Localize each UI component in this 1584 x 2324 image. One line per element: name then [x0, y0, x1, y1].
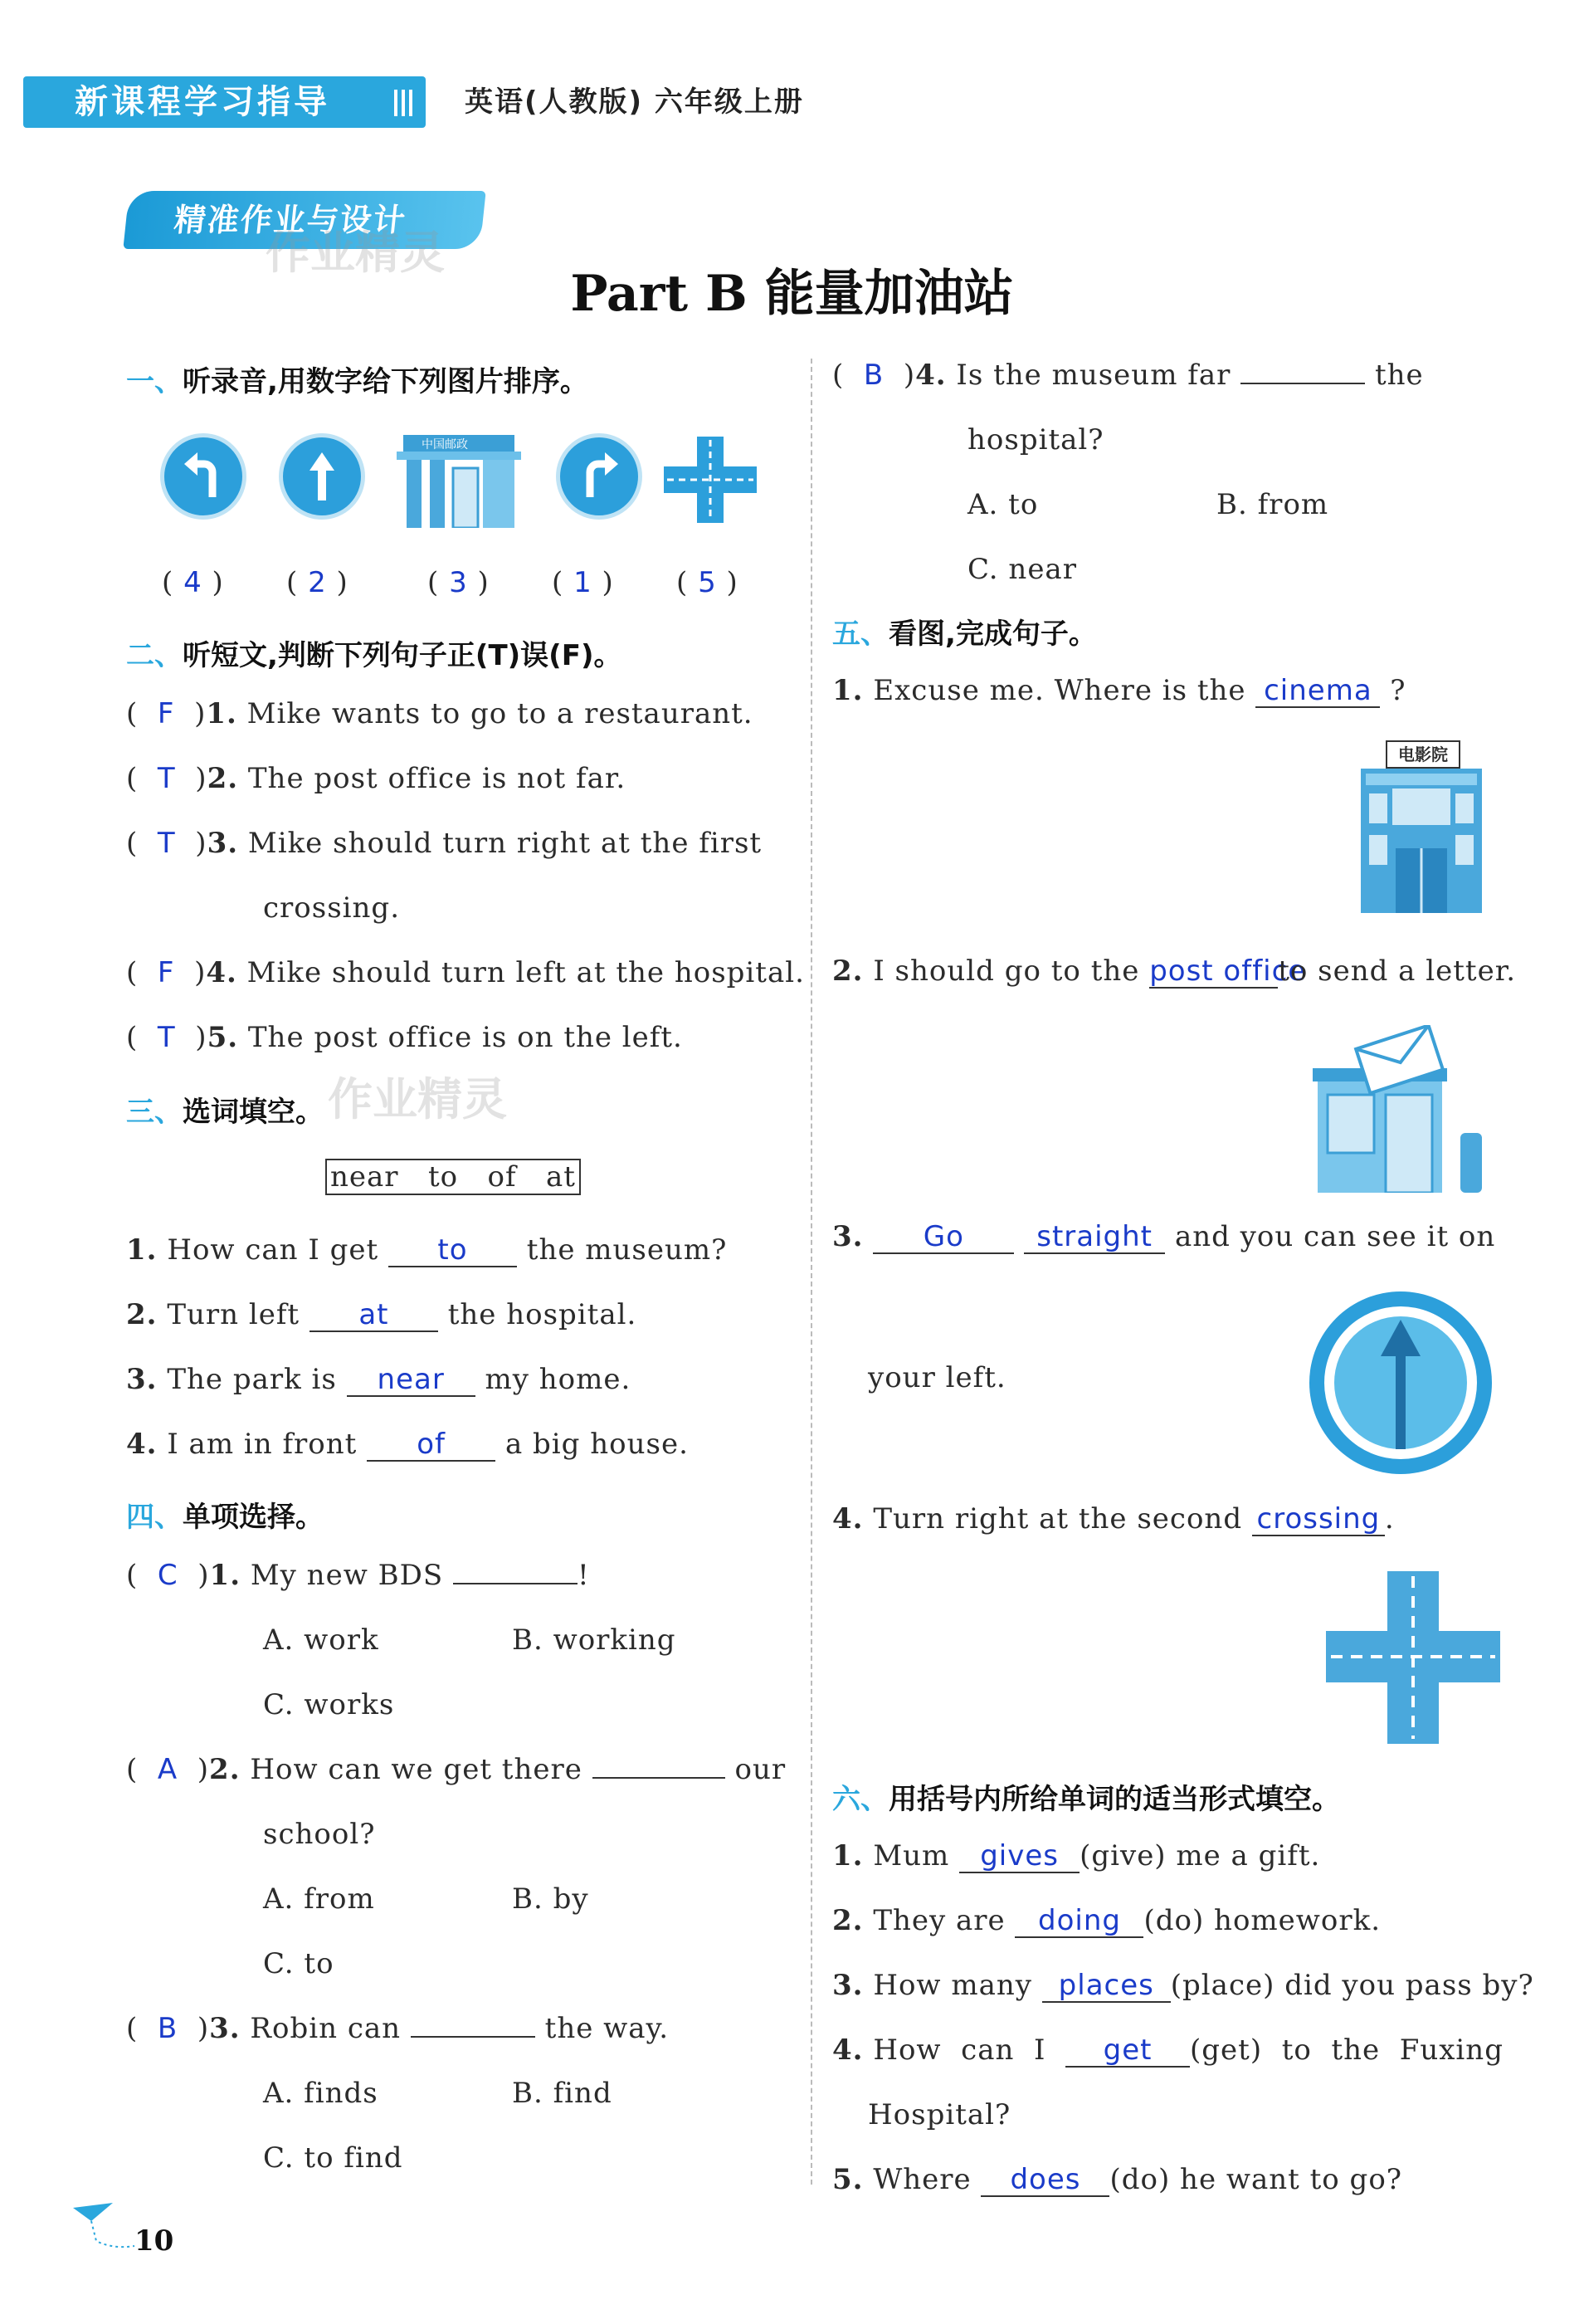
item-text: (do) homework. [1143, 1904, 1382, 1937]
item-text: the museum? [526, 1233, 728, 1267]
answer-blank: does [981, 2165, 1109, 2197]
item-text: How can I get [167, 1233, 379, 1267]
fill-item-2 [126, 1298, 636, 1332]
item-text: Is the museum far [956, 359, 1231, 392]
picture-item-4 [832, 1502, 1395, 1536]
item-text: ? [1390, 674, 1406, 707]
item-text: my home. [485, 1363, 631, 1396]
order-answer-3: ( 3 ) [427, 566, 490, 599]
answer-blank: places [1042, 1971, 1171, 2003]
item-text: and you can see it on [1174, 1220, 1496, 1253]
form-item-5 [832, 2163, 1402, 2197]
item-text: Where [873, 2163, 972, 2196]
cinema-sign-label: 电影院 [1386, 740, 1460, 769]
answer: F [157, 697, 175, 730]
section-1-number: 一、 [126, 365, 183, 398]
item-number: 2. [832, 954, 864, 988]
answer: T [157, 827, 176, 860]
item-number: 4. [206, 956, 237, 989]
crossing-icon [664, 437, 757, 523]
item-text: How can I [873, 2034, 1046, 2067]
item-text: (get) to the Fuxing [1190, 2034, 1504, 2067]
crossing-road-icon [1326, 1571, 1500, 1744]
mc-3-option-c: C. to find [263, 2141, 403, 2175]
mc-2-option-b: B. by [512, 1882, 589, 1916]
mc-item-4: ( B )4. Is the museum far the [832, 359, 1424, 392]
word-box: near to of at [325, 1159, 581, 1195]
mc-item-1: ( C )1. My new BDS ! [126, 1559, 590, 1592]
answer: C [157, 1559, 178, 1592]
item-number: 2. [832, 1904, 864, 1937]
section-4-number: 四、 [126, 1501, 183, 1534]
section-4-title: 单项选择。 [183, 1501, 324, 1534]
picture-item-3-continued: your left. [868, 1361, 1006, 1394]
answer-blank: Go [873, 1223, 1014, 1254]
item-text: (do) he want to go? [1109, 2163, 1403, 2196]
item-text: Mum [873, 1839, 950, 1872]
post-office-sign-label: 中国邮政 [422, 438, 468, 452]
item-text: The park is [167, 1363, 337, 1396]
section-3-title: 选词填空。 [183, 1096, 324, 1129]
go-straight-sign-icon [279, 433, 365, 520]
item-number: 4. [832, 2034, 864, 2067]
mc-3-option-b: B. find [512, 2077, 612, 2110]
answer: A [157, 1753, 178, 1786]
answer-blank: get [1065, 2036, 1190, 2068]
item-number: 4. [915, 359, 947, 392]
section-6-heading [832, 1776, 1340, 1817]
answer-blank [411, 2036, 535, 2038]
tf-item-5: ( T )5. The post office is on the left. [126, 1021, 683, 1054]
item-text: . [1384, 1502, 1395, 1536]
watermark: 作业精灵 [266, 227, 445, 279]
fill-item-4 [126, 1428, 689, 1462]
mc-3-option-a: A. finds [263, 2077, 378, 2110]
section-2-number: 二、 [126, 639, 183, 672]
section-3-number: 三、 [126, 1096, 183, 1129]
form-item-4 [832, 2034, 1504, 2068]
item-number: 1. [832, 1839, 864, 1872]
item-number: 3. [209, 2012, 241, 2045]
answer: 5 [698, 566, 717, 599]
item-text: (give) me a gift. [1080, 1839, 1321, 1872]
answer: 3 [449, 566, 468, 599]
answer: T [157, 762, 176, 795]
answer-blank: to [388, 1236, 517, 1267]
answer-blank [453, 1583, 578, 1584]
fill-item-3 [126, 1363, 631, 1397]
picture-item-3 [832, 1220, 1495, 1254]
item-number: 2. [209, 1753, 241, 1786]
mc-2-option-c: C. to [263, 1947, 334, 1980]
item-number: 3. [832, 1969, 864, 2002]
post-office-building-icon [397, 435, 521, 528]
item-text: Mike should turn right at the first [247, 827, 763, 860]
mc-1-option-a: A. work [263, 1623, 379, 1657]
item-text: to send a letter. [1278, 954, 1517, 988]
book-title: 英语(人教版) 六年级上册 [465, 85, 804, 119]
item-number: 1. [206, 697, 237, 730]
form-item-1 [832, 1839, 1320, 1873]
mc-4-option-a: A. to [967, 488, 1039, 521]
section-6-number: 六、 [832, 1783, 889, 1816]
item-text: I should go to the [873, 954, 1140, 988]
answer-blank [1240, 383, 1365, 384]
section-ribbon: 精准作业与设计 [123, 191, 485, 249]
answer-blank: of [367, 1430, 495, 1462]
item-number: 1. [209, 1559, 241, 1592]
mc-4-option-b: B. from [1216, 488, 1329, 521]
answer: F [157, 956, 175, 989]
item-text: Robin can [250, 2012, 402, 2045]
answer-blank: post office [1149, 954, 1307, 988]
item-number: 4. [126, 1428, 158, 1461]
item-number: 5. [832, 2163, 864, 2196]
order-answer-4: ( 1 ) [552, 566, 614, 599]
answer: 1 [573, 566, 592, 599]
answer-blank: crossing [1252, 1505, 1385, 1536]
answer: 2 [308, 566, 327, 599]
section-5-title: 看图,完成句子。 [889, 618, 1097, 651]
item-text: How many [873, 1969, 1032, 2002]
item-number: 3. [832, 1220, 864, 1253]
mc-1-option-b: B. working [512, 1623, 676, 1657]
item-number: 5. [207, 1021, 239, 1054]
mc-item-4-continued: hospital? [967, 423, 1104, 456]
item-text: They are [873, 1904, 1006, 1937]
turn-right-sign-icon [556, 433, 642, 520]
series-brand-banner [23, 76, 426, 128]
answer: 4 [183, 566, 202, 599]
order-answer-1: ( 4 ) [162, 566, 224, 599]
item-text: The post office is on the left. [247, 1021, 683, 1054]
tf-item-1: ( F )1. Mike wants to go to a restaurant. [126, 697, 753, 730]
form-item-2 [832, 1904, 1381, 1938]
answer-blank: doing [1015, 1907, 1143, 1938]
mc-item-3: ( B )3. Robin can the way. [126, 2012, 670, 2045]
section-1-heading [126, 359, 588, 399]
answer: B [157, 2012, 178, 2045]
item-number: 3. [207, 827, 239, 860]
answer-blank: cinema [1255, 676, 1380, 708]
tf-item-2: ( T )2. The post office is not far. [126, 762, 626, 795]
item-text: the way. [544, 2012, 670, 2045]
section-6-title: 用括号内所给单词的适当形式填空。 [889, 1783, 1340, 1816]
section-5-heading [832, 611, 1097, 652]
item-text: Turn right at the second [873, 1502, 1243, 1536]
section-1-title: 听录音,用数字给下列图片排序。 [183, 365, 588, 398]
mc-2-option-a: A. from [263, 1882, 375, 1916]
page-number: 10 [134, 2224, 174, 2258]
item-text: our [734, 1753, 787, 1786]
fill-item-1 [126, 1233, 727, 1267]
mc-1-option-c: C. works [263, 1688, 395, 1721]
section-4-heading [126, 1494, 324, 1535]
order-answer-5: ( 5 ) [676, 566, 738, 599]
section-5-number: 五、 [832, 618, 889, 651]
item-number: 4. [832, 1502, 864, 1536]
watermark: 作业精灵 [328, 1073, 507, 1125]
item-text: (place) did you pass by? [1170, 1969, 1534, 2002]
item-text: the [1374, 359, 1424, 392]
answer-blank: near [347, 1365, 475, 1397]
order-answer-2: ( 2 ) [286, 566, 348, 599]
mc-item-2: ( A )2. How can we get there our [126, 1753, 787, 1786]
answer: T [157, 1021, 176, 1054]
mc-4-option-c: C. near [967, 553, 1077, 586]
section-3-heading [126, 1089, 324, 1130]
item-number: 2. [207, 762, 239, 795]
turn-left-sign-icon [160, 433, 246, 520]
item-text: a big house. [504, 1428, 689, 1461]
page-title: Part B 能量加油站 [570, 265, 1014, 323]
form-item-4-continued: Hospital? [868, 2098, 1011, 2131]
section-2-title: 听短文,判断下列句子正(T)误(F)。 [183, 639, 622, 672]
paper-plane-icon [71, 2200, 138, 2249]
form-item-3 [832, 1969, 1534, 2003]
item-text: Excuse me. Where is the [873, 674, 1246, 707]
post-office-letter-icon [1306, 1025, 1485, 1193]
picture-item-1 [832, 674, 1406, 708]
item-text: the hospital. [447, 1298, 637, 1331]
item-text: My new BDS [250, 1559, 444, 1592]
tf-item-4: ( F )4. Mike should turn left at the hospital. [126, 956, 805, 989]
brand-bars-icon [394, 90, 416, 116]
series-brand-text: 新课程学习指导 [75, 83, 330, 121]
item-number: 1. [832, 674, 864, 707]
mc-item-2-continued: school? [263, 1818, 376, 1851]
item-number: 2. [126, 1298, 158, 1331]
answer-blank: straight [1024, 1223, 1165, 1254]
item-text: The post office is not far. [247, 762, 626, 795]
picture-item-2 [832, 954, 1516, 989]
tf-item-3: ( T )3. Mike should turn right at the first [126, 827, 763, 860]
answer-blank: gives [959, 1842, 1080, 1873]
item-text: Mike should turn left at the hospital. [246, 956, 805, 989]
section-2-heading [126, 632, 622, 673]
answer: B [863, 359, 885, 392]
answer-blank [592, 1777, 725, 1779]
item-text: ! [577, 1559, 590, 1592]
column-divider [811, 359, 812, 2185]
go-straight-sign-icon [1309, 1291, 1492, 1474]
item-text: Turn left [167, 1298, 300, 1331]
item-text: I am in front [167, 1428, 358, 1461]
cinema-building-icon [1361, 740, 1482, 913]
tf-item-3-continued: crossing. [263, 891, 401, 925]
item-number: 1. [126, 1233, 158, 1267]
item-text: How can we get there [250, 1753, 582, 1786]
item-number: 3. [126, 1363, 158, 1396]
item-text: Mike wants to go to a restaurant. [246, 697, 753, 730]
answer-blank: at [309, 1301, 438, 1332]
